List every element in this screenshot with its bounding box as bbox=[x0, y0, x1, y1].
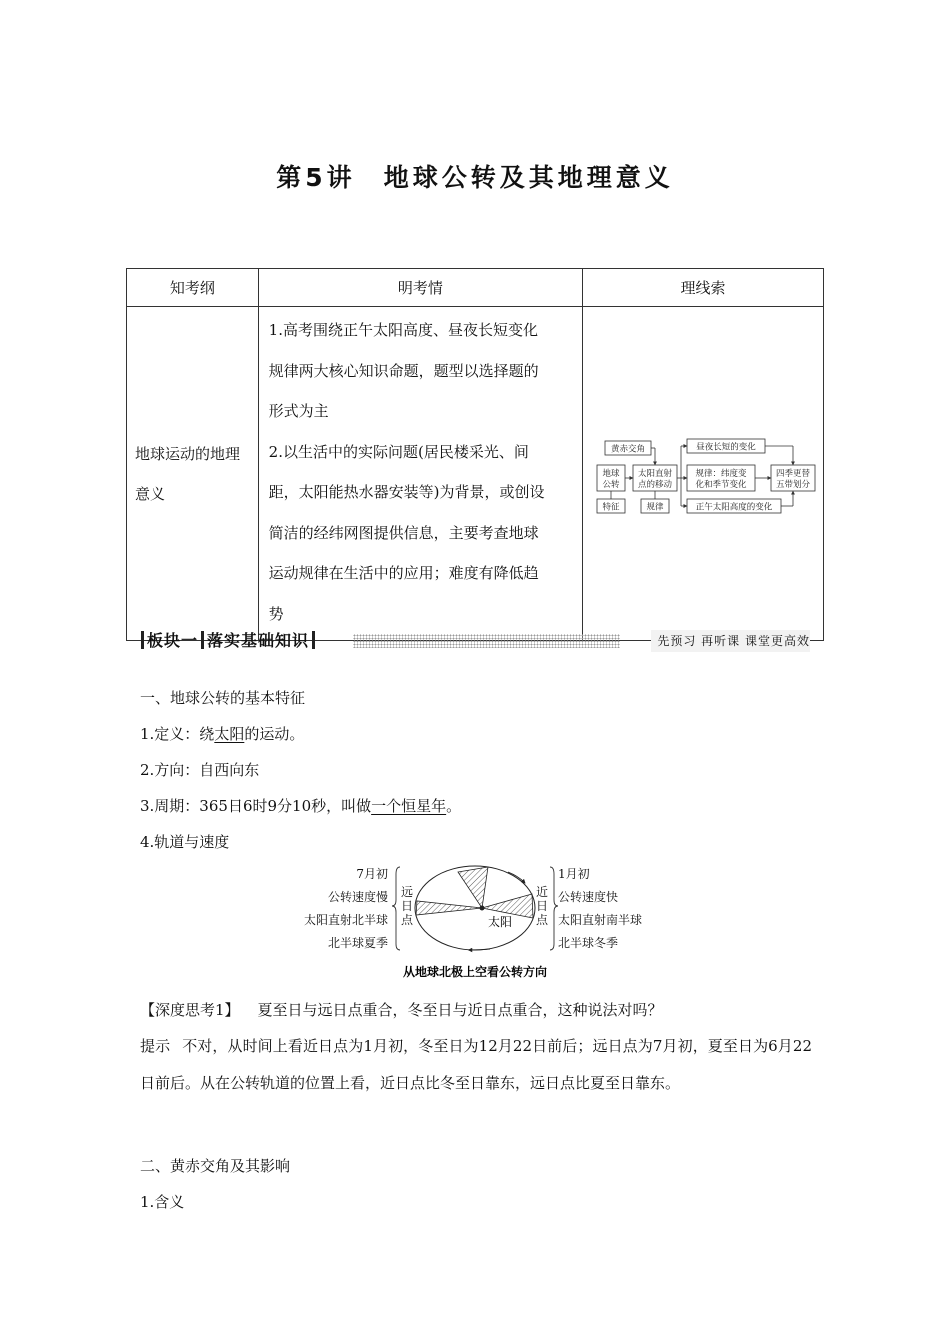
flow-label: 正午太阳高度的变化 bbox=[695, 502, 773, 512]
text: 。 bbox=[446, 797, 462, 815]
orbit-line: 4.轨道与速度 bbox=[140, 833, 230, 851]
top-swept-area bbox=[458, 867, 488, 908]
lecture-number: 第5讲 bbox=[276, 163, 356, 192]
aphelion-direct-sun: 太阳直射北半球 bbox=[303, 913, 388, 927]
flow-label: 规律：纬度变 bbox=[695, 468, 747, 479]
exam-line: 形式为主 bbox=[268, 402, 329, 420]
flow-label: 地球 bbox=[602, 468, 620, 479]
perihelion-direct-sun: 太阳直射南半球 bbox=[558, 913, 643, 927]
sun-icon bbox=[480, 906, 485, 911]
question-text: 夏至日与远日点重合，冬至日与近日点重合，这种说法对吗？ bbox=[257, 1001, 663, 1019]
exam-line: 1.高考围绕正午太阳高度、昼夜长短变化 bbox=[268, 321, 538, 339]
header-clues: 理线索 bbox=[583, 269, 824, 307]
flow-label: 太阳直射 bbox=[637, 468, 673, 479]
aphelion-brace bbox=[392, 867, 400, 950]
period-line bbox=[140, 796, 461, 816]
aphelion-season: 北半球夏季 bbox=[327, 936, 388, 950]
exam-line: 运动规律在生活中的应用；难度有降低趋 bbox=[268, 564, 539, 582]
aphelion-label: 远 bbox=[400, 885, 414, 899]
table-row bbox=[127, 307, 824, 641]
text: 3.周期：365日6时9分10秒，叫做 bbox=[140, 797, 372, 815]
perihelion-date: 1月初 bbox=[558, 867, 590, 881]
perihelion-speed: 公转速度快 bbox=[558, 890, 619, 904]
concept-flow-diagram bbox=[583, 429, 823, 519]
page-title bbox=[0, 158, 950, 194]
aphelion-label: 日 bbox=[400, 899, 414, 913]
flow-label: 公转 bbox=[602, 479, 620, 490]
lecture-title: 地球公转及其地理意义 bbox=[383, 163, 674, 192]
section-banner bbox=[138, 630, 810, 652]
perihelion-label: 日 bbox=[535, 899, 549, 913]
header-syllabus: 知考纲 bbox=[127, 269, 259, 307]
banner-part-label: 板块一 bbox=[147, 631, 199, 650]
clue-cell bbox=[583, 307, 824, 641]
flow-label: 四季更替 bbox=[775, 468, 811, 479]
figure-caption: 从地球北极上空看公转方向 bbox=[402, 965, 548, 979]
header-exam: 明考情 bbox=[258, 269, 582, 307]
flow-label: 规律 bbox=[646, 502, 664, 512]
underlined-answer: 太阳 bbox=[214, 725, 245, 743]
text: 的运动。 bbox=[244, 725, 305, 743]
aphelion-speed: 公转速度慢 bbox=[327, 890, 388, 904]
exam-line: 距，太阳能热水器安装等)为背景，或创设 bbox=[268, 483, 545, 501]
exam-line: 2.以生活中的实际问题(居民楼采光、间 bbox=[268, 442, 529, 461]
syllabus-cell: 地球运动的地理意义 bbox=[127, 307, 259, 641]
flow-label: 五带划分 bbox=[775, 479, 811, 490]
exam-cell bbox=[258, 307, 582, 641]
hint-text: 不对，从时间上看近日点为1月初，冬至日为12月22日前后；远日点为7月初，夏至日为6月22日前后。从在公转轨道的位置上看，近日点比冬至日靠东，远日点比夏至日靠东。 bbox=[140, 1037, 812, 1092]
exam-line: 势 bbox=[268, 604, 284, 623]
subsection-heading: 1.含义 bbox=[140, 1193, 185, 1211]
banner-dotted-fill bbox=[353, 634, 620, 648]
deep-think-label: 【深度思考1】 bbox=[140, 1001, 240, 1019]
hint-label: 提示 bbox=[140, 1037, 171, 1055]
perihelion-season: 北半球冬季 bbox=[558, 936, 619, 950]
perihelion-label: 近 bbox=[535, 885, 549, 899]
banner-slogan: 先预习 再听课 课堂更高效 bbox=[651, 630, 810, 652]
overview-table bbox=[126, 268, 824, 641]
section-heading: 一、地球公转的基本特征 bbox=[140, 689, 306, 707]
flow-label: 特征 bbox=[602, 502, 620, 512]
text: 1.定义：绕 bbox=[140, 725, 215, 743]
flow-label: 点的移动 bbox=[637, 479, 673, 490]
flow-label: 黄赤交角 bbox=[610, 444, 646, 454]
aphelion-label: 点 bbox=[400, 913, 414, 927]
orbit-figure bbox=[290, 862, 670, 987]
banner-title bbox=[138, 630, 318, 652]
perihelion-brace bbox=[550, 867, 558, 950]
section-heading: 二、黄赤交角及其影响 bbox=[140, 1157, 291, 1175]
hint-paragraph bbox=[140, 1028, 812, 1102]
underlined-answer: 一个恒星年 bbox=[371, 797, 447, 815]
flow-label: 昼夜长短的变化 bbox=[696, 442, 756, 452]
aphelion-date: 7月初 bbox=[356, 867, 388, 881]
banner-part-title: 落实基础知识 bbox=[207, 631, 310, 650]
aphelion-swept-area bbox=[416, 901, 482, 915]
table-header-row bbox=[127, 269, 824, 307]
perihelion-label: 点 bbox=[535, 913, 549, 927]
flow-label: 化和季节变化 bbox=[695, 479, 747, 490]
exam-line: 规律两大核心知识命题，题型以选择题的 bbox=[268, 361, 539, 380]
direction-line: 2.方向：自西向东 bbox=[140, 761, 260, 779]
deep-think-question bbox=[140, 1000, 663, 1020]
sun-label: 太阳 bbox=[487, 915, 513, 929]
definition-line bbox=[140, 724, 304, 744]
exam-line: 简洁的经纬网图提供信息，主要考查地球 bbox=[268, 523, 539, 542]
